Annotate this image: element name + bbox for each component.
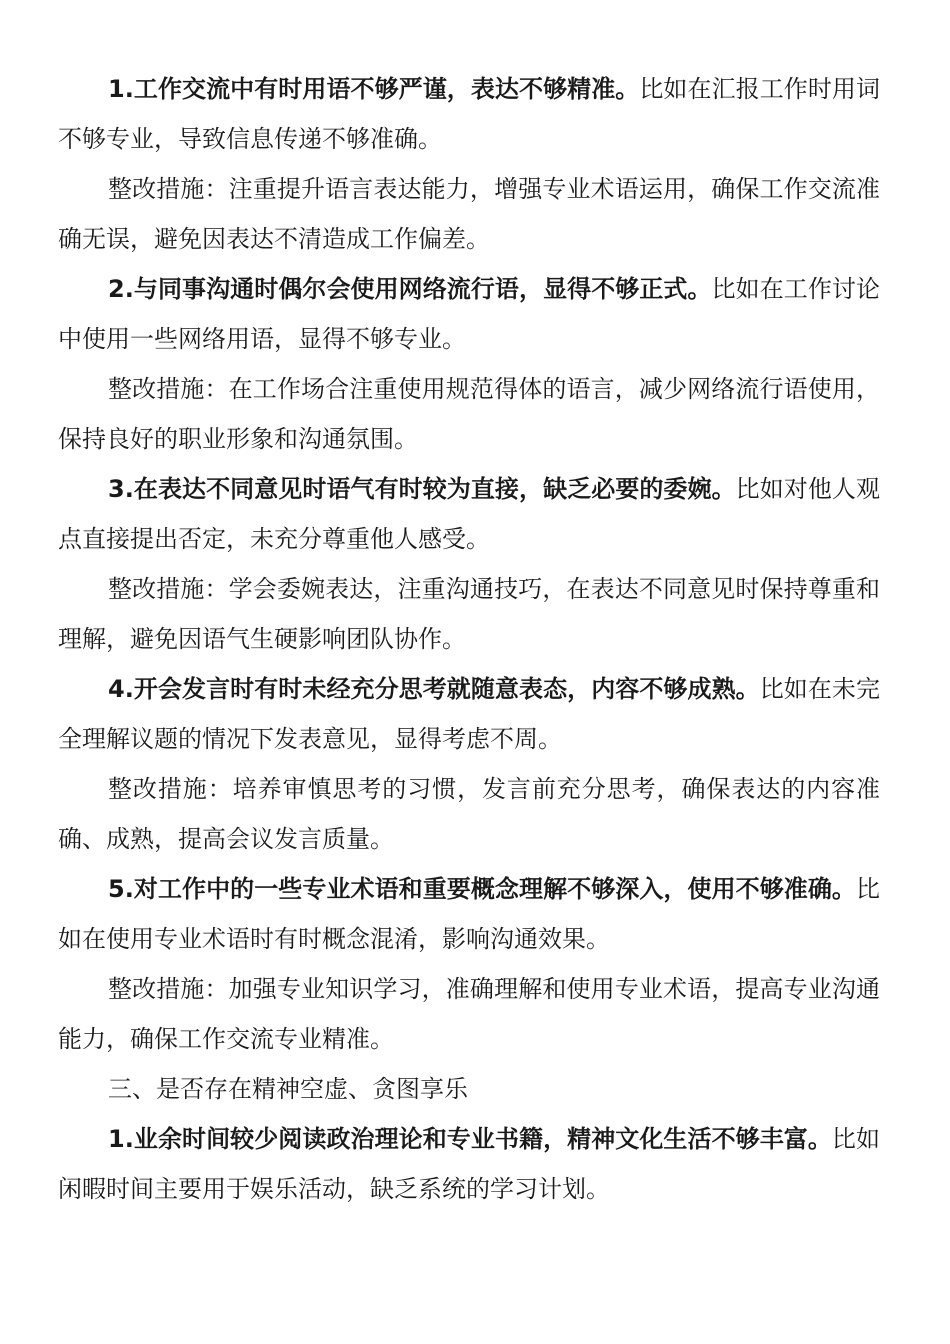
issue-example: 比如闲暇时间主要用于娱乐活动，缺乏系统的学习计划。 [58,1125,880,1203]
document-body [58,64,880,1214]
issue-heading: 4.开会发言时有时未经充分思考就随意表态，内容不够成熟。 [108,675,760,703]
rectification-paragraph-1: 整改措施：注重提升语言表达能力，增强专业术语运用，确保工作交流准确无误，避免因表达不清造成工作偏差。 [58,175,880,253]
rectification-paragraph-4: 整改措施：培养审慎思考的习惯，发言前充分思考，确保表达的内容准确、成熟，提高会议发言质量。 [58,775,880,853]
issue-paragraph-6 [58,1114,880,1214]
issue-heading: 3.在表达不同意见时语气有时较为直接，缺乏必要的委婉。 [108,475,736,503]
issue-heading: 5.对工作中的一些专业术语和重要概念理解不够深入，使用不够准确。 [108,875,856,903]
issue-example: 比如在工作讨论中使用一些网络用语，显得不够专业。 [58,275,880,353]
issue-paragraph-4 [58,664,880,764]
issue-example: 比如在使用专业术语时有时概念混淆，影响沟通效果。 [58,875,880,953]
issue-paragraph-1 [58,64,880,164]
issue-example: 比如在未完全理解议题的情况下发表意见，显得考虑不周。 [58,675,880,753]
rectification-paragraph-3: 整改措施：学会委婉表达，注重沟通技巧，在表达不同意见时保持尊重和理解，避免因语气生硬影响团队协作。 [58,575,880,653]
issue-example: 比如在汇报工作时用词不够专业，导致信息传递不够准确。 [58,75,880,153]
issue-heading: 1.业余时间较少阅读政治理论和专业书籍，精神文化生活不够丰富。 [108,1125,832,1153]
rectification-paragraph-5: 整改措施：加强专业知识学习，准确理解和使用专业术语，提高专业沟通能力，确保工作交流专业精准。 [58,975,880,1053]
section-heading: 三、是否存在精神空虚、贪图享乐 [108,1075,468,1103]
rectification-paragraph-2: 整改措施：在工作场合注重使用规范得体的语言，减少网络流行语使用，保持良好的职业形象和沟通氛围。 [58,375,880,453]
issue-example: 比如对他人观点直接提出否定，未充分尊重他人感受。 [58,475,880,553]
issue-paragraph-2 [58,264,880,364]
issue-heading: 2.与同事沟通时偶尔会使用网络流行语，显得不够正式。 [108,275,712,303]
issue-heading: 1.工作交流中有时用语不够严谨，表达不够精准。 [108,75,640,103]
issue-paragraph-3 [58,464,880,564]
issue-paragraph-5 [58,864,880,964]
